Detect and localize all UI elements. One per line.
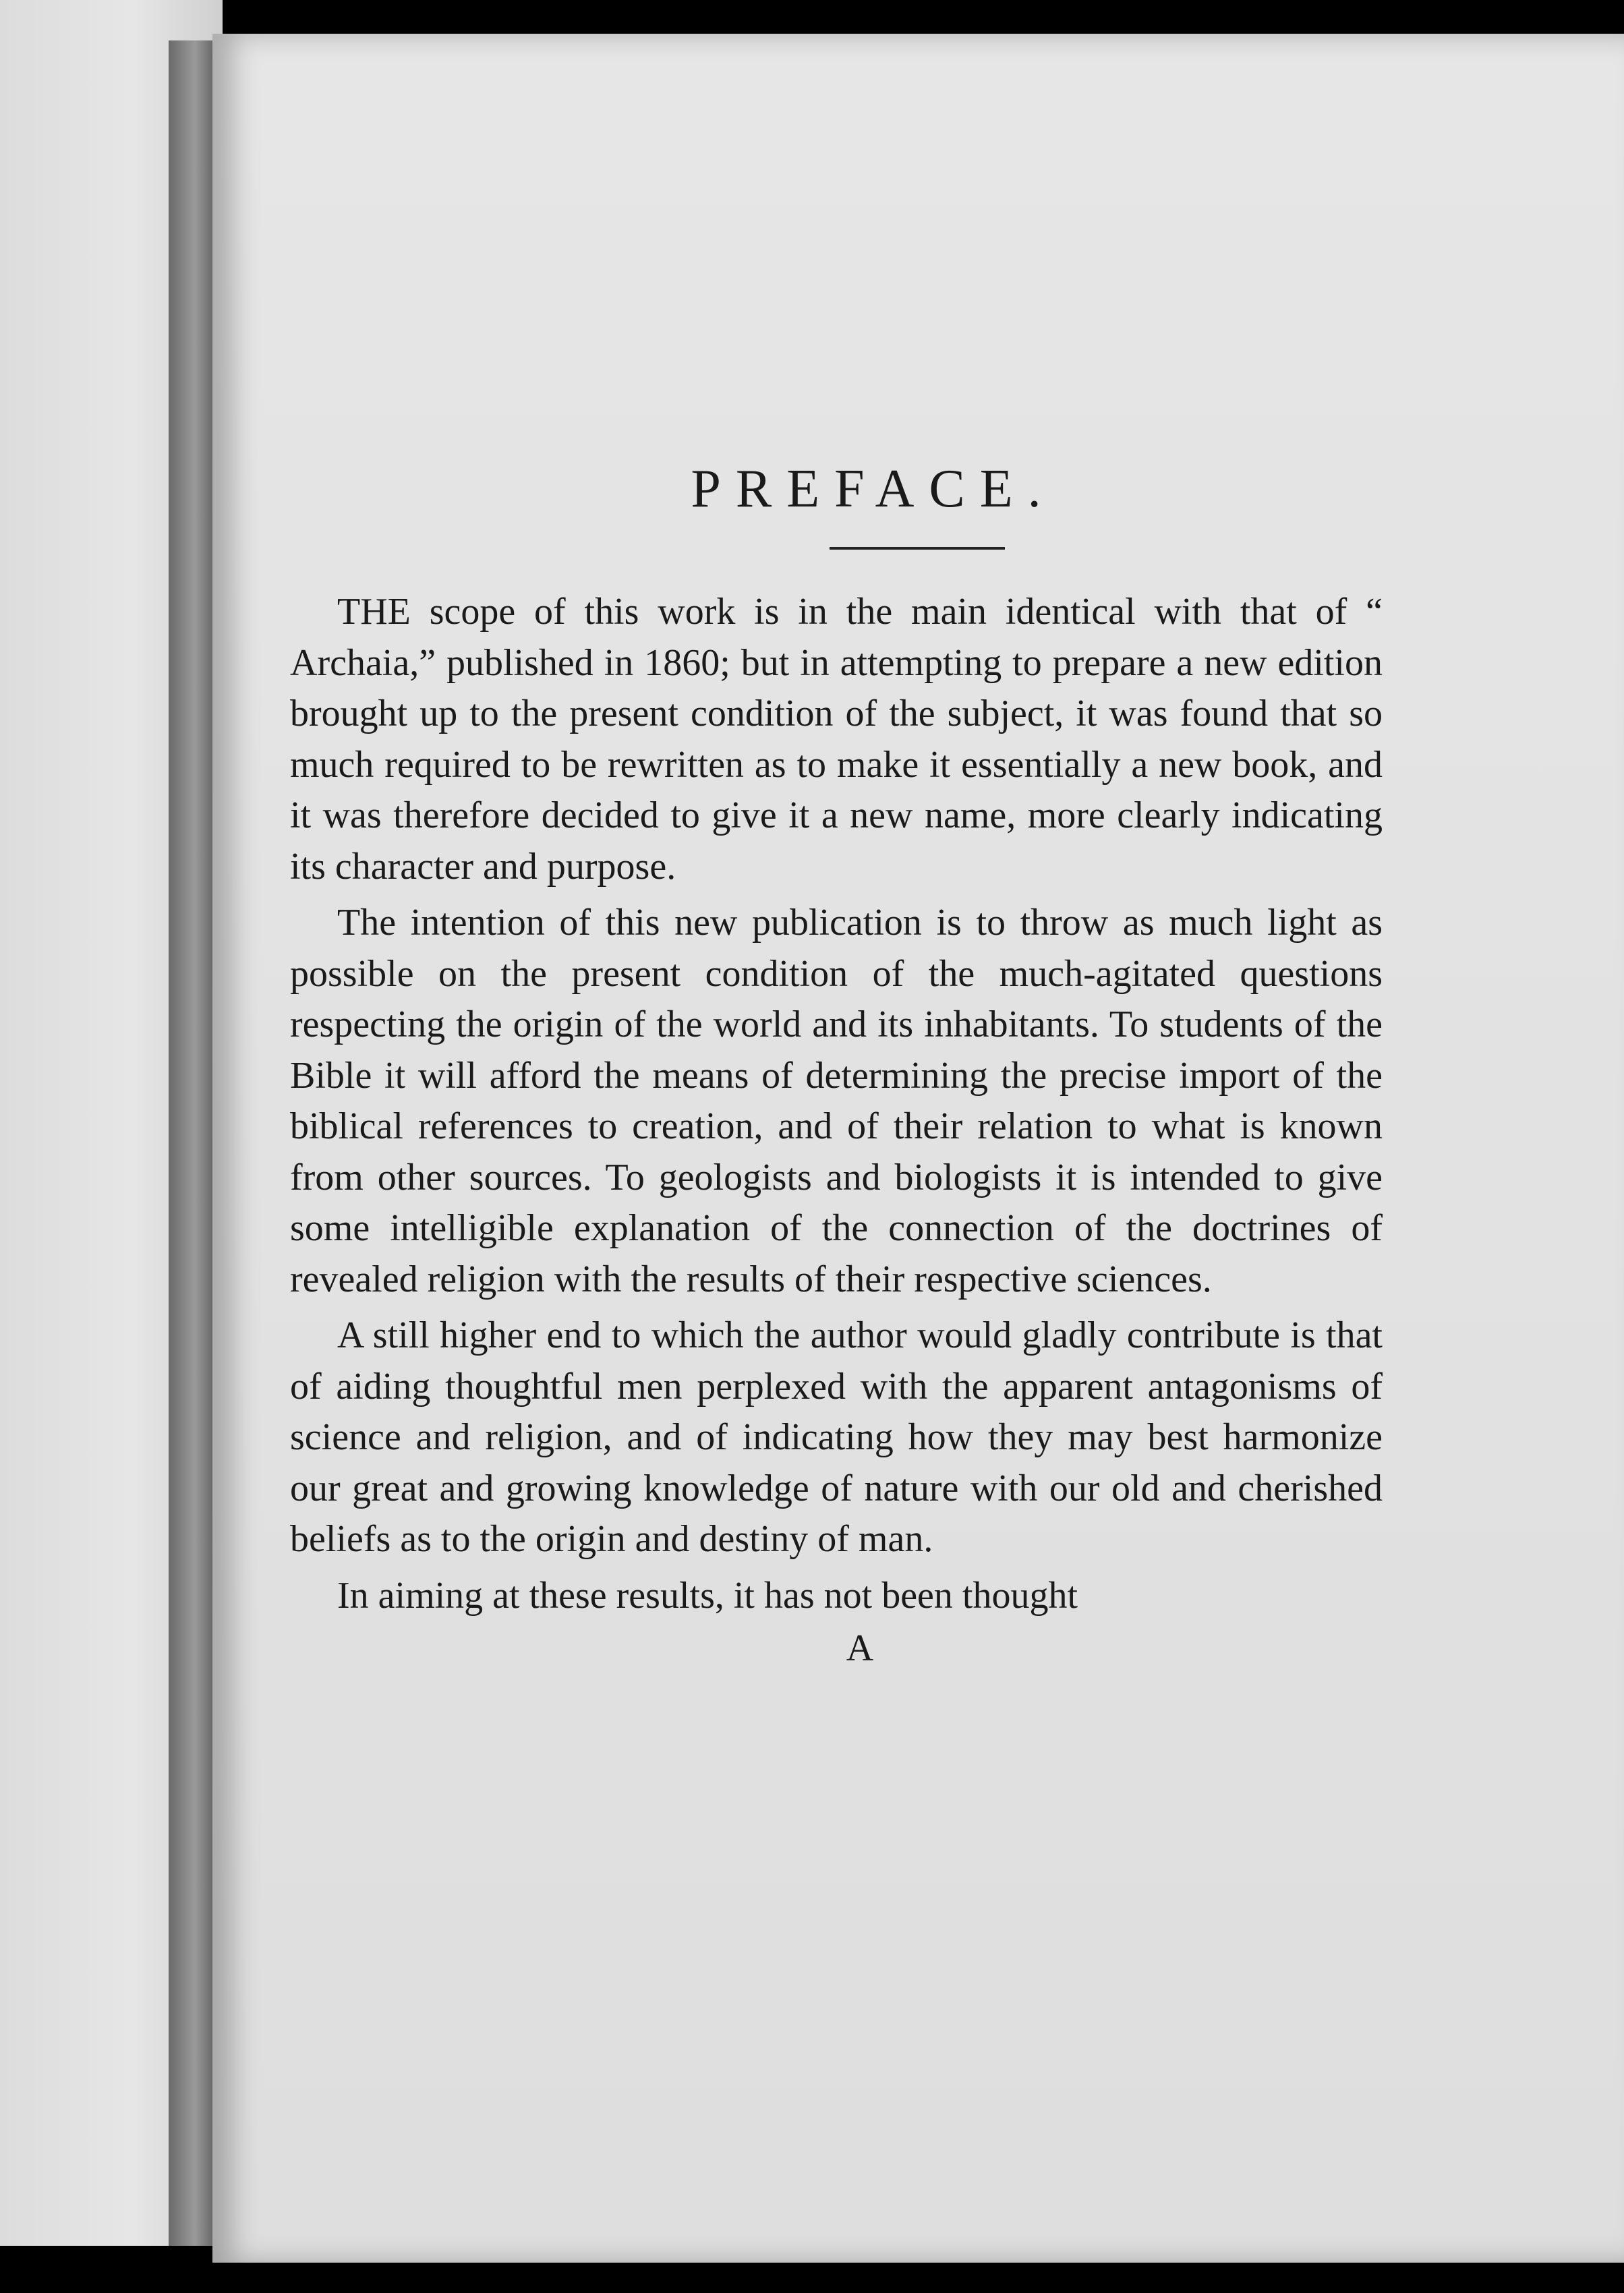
signature-mark: A xyxy=(846,1627,874,1669)
paragraph-1: THE scope of this work is in the main identical with that of “ Archaia,” published in 1860; but in attempting to prepare a new edition brought up to the present condition of the subject, it was found that so much required to be rewritten as to make it essentially a new book, and it was therefore decided to give it a new name, more clearly indicating its character and purpose. xyxy=(290,591,1383,888)
paragraph-3: A still higher end to which the author would gladly contribute is that of aiding thoughtful men perplexed with the apparent antagonisms of science and religion, and of indicating how they may best harmonize our great and growing knowledge of nature with our old and cherished beliefs as to the origin and destiny of man. xyxy=(290,1314,1383,1560)
title-rule xyxy=(830,547,1005,550)
paragraph-4: In aiming at these results, it has not been thought xyxy=(337,1574,1078,1617)
preface-text xyxy=(290,459,1383,1670)
paragraph-2: The intention of this new publication is to throw as much light as possible on the present condition of the much-agitated questions respecting the origin of the world and its inhabitants. To students of the Bible it will afford the means of determining the precise import of the biblical references to creation, and of their relation to what is known from other sources. To geologists and biologists it is intended to give some intelligible explanation of the connection of the doctrines of revealed religion with the results of their respective sciences. xyxy=(290,902,1383,1300)
page-title: PREFACE. xyxy=(691,459,1056,519)
